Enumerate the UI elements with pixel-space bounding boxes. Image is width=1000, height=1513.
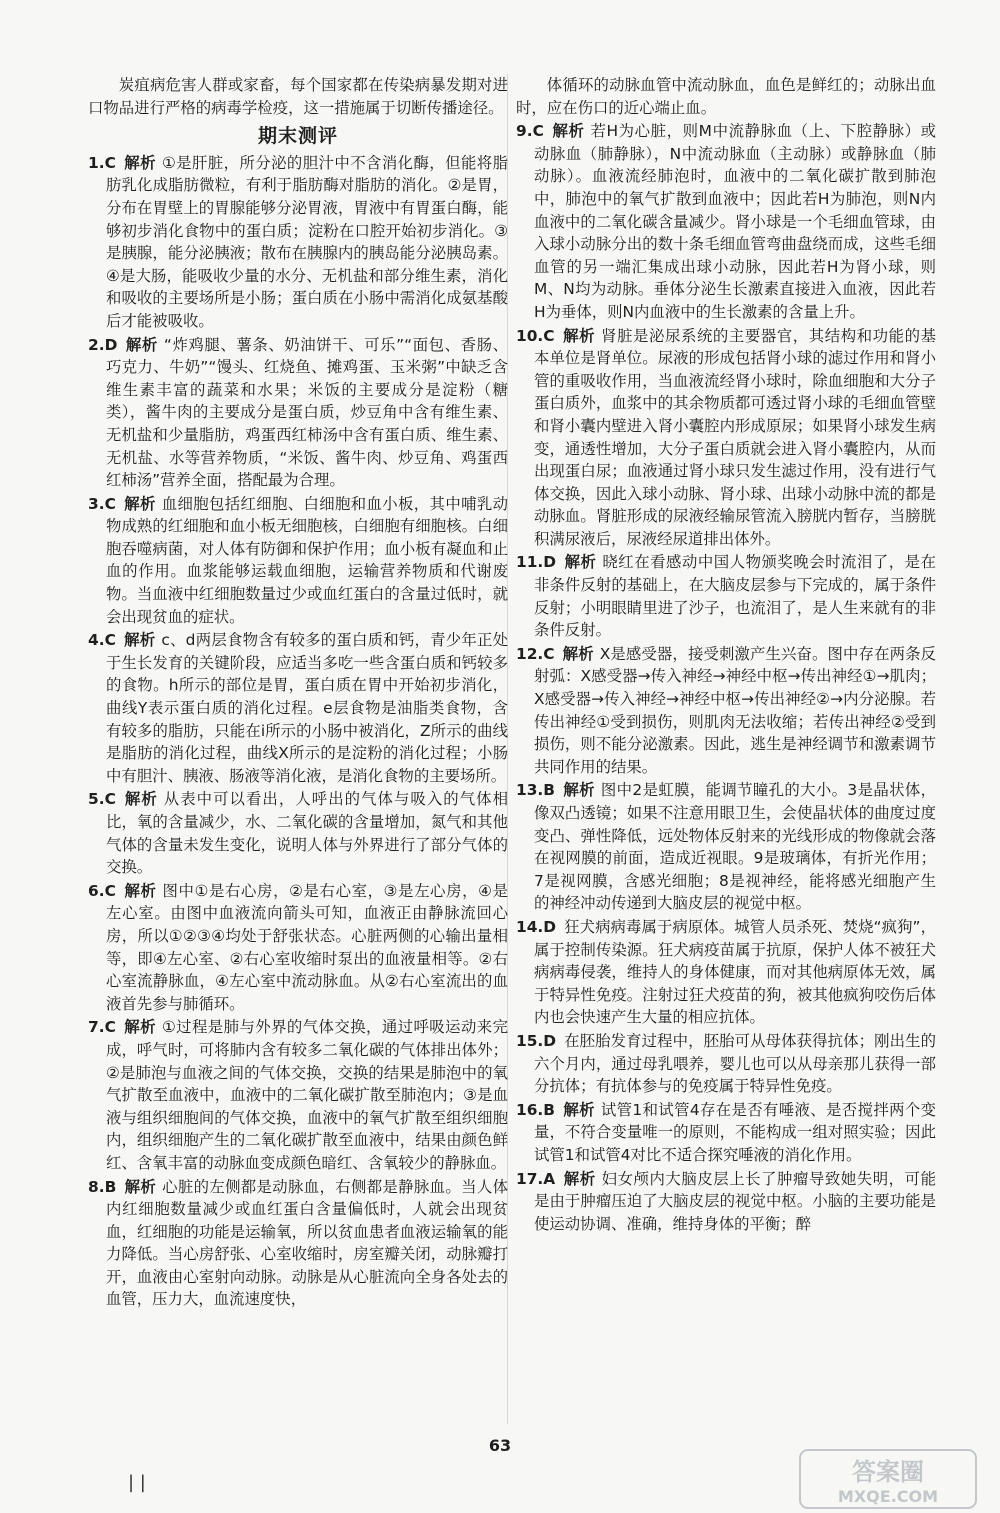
left-column [88, 74, 508, 1312]
answer-choice: C [543, 644, 555, 663]
answer-choice: B [543, 781, 555, 800]
analysis-label: 解析 [564, 553, 597, 572]
analysis-label: 解析 [125, 335, 158, 354]
answer-item [88, 788, 508, 878]
analysis-label: 解析 [123, 153, 156, 172]
page-number: 63 [488, 1436, 512, 1455]
analysis-label: 解析 [562, 644, 594, 663]
analysis-text: 妇女颅内大脑皮层上长了肿瘤导致她失明，可能是由于肿瘤压迫了大脑皮层的视觉中枢。小脑的主要功能是使运动协调、准确，维持身体的平衡；醉 [534, 1169, 936, 1233]
answer-choice: A [543, 1169, 556, 1188]
analysis-text: 肾脏是泌尿系统的主要器官，其结构和功能的基本单位是肾单位。尿液的形成包括肾小球的滤过作用和肾小管的重吸收作用，当血液流经肾小球时，除血细胞和大分子蛋白质外，血浆中的其余物质都可透过肾小球的毛细血管壁和肾小囊内壁进入肾小囊腔内形成原尿；如果肾小球发生病变，通透性增加，大分子蛋白质就会进入肾小囊腔内，从而出现蛋白尿；血液通过肾小球只发生滤过作用，没有进行气体交换，因此入球小动脉、肾小球、出球小动脉中流的都是动脉血。肾脏形成的尿液经输尿管流入膀胱内暂存，当膀胱积满尿液后，尿液经尿道排出体外。 [534, 326, 936, 548]
answer-item [88, 1016, 508, 1174]
question-number: 10. [516, 326, 544, 345]
analysis-label: 解析 [563, 1100, 595, 1119]
question-number: 2. [88, 335, 105, 354]
question-number: 6. [88, 881, 105, 900]
answer-item [516, 916, 936, 1029]
answer-item [88, 334, 508, 492]
footer-mark: | | [128, 1472, 146, 1493]
answer-item [516, 779, 936, 915]
question-number: 12. [516, 644, 544, 663]
analysis-label: 解析 [123, 494, 156, 513]
analysis-text: 试管1和试管4存在是否有唾液、是否搅拌两个变量，不符合变量唯一的原则，不能构成一组对照实验；因此试管1和试管4对比不适合探究唾液的消化作用。 [534, 1100, 936, 1164]
question-number: 14. [516, 917, 544, 936]
answer-item [516, 1030, 936, 1098]
answer-item [516, 1099, 936, 1167]
answer-item [88, 493, 508, 629]
answer-choice: B [104, 1177, 117, 1196]
continuation-paragraph: 体循环的动脉血管中流动脉血，血色是鲜红的；动脉出血时，应在伤口的近心端止血。 [516, 76, 936, 117]
analysis-label: 解析 [124, 1177, 157, 1196]
analysis-label: 解析 [123, 631, 156, 650]
analysis-text: c、d两层食物含有较多的蛋白质和钙，青少年正处于生长发育的关键阶段，应适当多吃一些含蛋白质和钙较多的食物。h所示的部位是胃，蛋白质在胃中开始初步消化，曲线Y表示蛋白质的消化过程。e层食物是油脂类食物，含有较多的脂肪，只能在i所示的小肠中被消化，Z所示的曲线是脂肪的消化过程，曲线X所示的是淀粉的消化过程；小肠中有胆汁、胰液、肠液等消化液，是消化食物的主要场所。 [106, 631, 508, 785]
analysis-text: 血细胞包括红细胞、白细胞和血小板，其中哺乳动物成熟的红细胞和血小板无细胞核，白细胞有细胞核。白细胞吞噬病菌，对人体有防御和保护作用；血小板有凝血和止血的作用。血浆能够运载血细胞，运输营养物质和代谢废物。当血液中红细胞数量过少或血红蛋白的含量过低时，就会出现贫血的症状。 [106, 494, 508, 626]
analysis-text: “炸鸡腿、薯条、奶油饼干、可乐”“面包、香肠、巧克力、牛奶”“馒头、红烧鱼、摊鸡蛋、玉米粥”中缺乏含维生素丰富的蔬菜和水果；米饭的主要成分是淀粉（糖类），酱牛肉的主要成分是蛋白质，炒豆角中含有维生素、无机盐和少量脂肪，鸡蛋西红柿汤中含有蛋白质、维生素、无机盐、水等营养物质，“米饭、酱牛肉、炒豆角、鸡蛋西红柿汤”营养全面，搭配最为合理。 [106, 335, 508, 490]
analysis-label: 解析 [563, 1169, 596, 1188]
analysis-text: 晓红在看感动中国人物颁奖晚会时流泪了，是在非条件反射的基础上，在大脑皮层参与下完成的，属于条件反射；小明眼睛里进了沙子，也流泪了，是人生来就有的非条件反射。 [534, 553, 936, 640]
analysis-label: 解析 [551, 122, 585, 141]
analysis-label: 解析 [562, 326, 596, 345]
answer-item [516, 1168, 936, 1236]
analysis-text: 心脏的左侧都是动脉血，右侧都是静脉血。当人体内红细胞数量减少或血红蛋白含量偏低时，人就会出现贫血，红细胞的功能是运输氧，所以贫血患者血液运输氧的能力降低。当心房舒张、心室收缩时，房室瓣关闭，动脉瓣打开，血液由心室射向动脉。动脉是从心脏流向全身各处去的血管，压力大，血流速度快， [106, 1177, 508, 1309]
analysis-text: 狂犬病病毒属于病原体。城管人员杀死、焚烧“疯狗”，属于控制传染源。狂犬病疫苗属于抗原，保护人体不被狂犬病病毒侵袭，维持人的身体健康，而对其他病原体无效，属于特异性免疫。注射过狂犬疫苗的狗，被其他疯狗咬伤后体内也会快速产生大量的相应抗体。 [534, 917, 936, 1027]
question-number: 9. [516, 122, 533, 141]
answer-choice: C [104, 494, 116, 513]
watermark-text-bottom: MXQE.COM [837, 1487, 939, 1506]
intro-paragraph: 炭疽病危害人群或家畜，每个国家都在传染病暴发期对进口物品进行严格的病毒学检疫，这一措施属于切断传播途径。 [88, 76, 508, 117]
answer-item [516, 120, 936, 323]
answer-choice: C [104, 790, 116, 809]
question-number: 8. [88, 1177, 105, 1196]
answer-choice: D [543, 1031, 557, 1050]
section-title: 期末测评 [257, 125, 338, 148]
watermark-logo [798, 1448, 978, 1510]
right-column [516, 74, 936, 1236]
question-number: 13. [516, 781, 544, 800]
answer-item [88, 629, 508, 787]
analysis-label: 解析 [563, 781, 595, 800]
analysis-label: 解析 [123, 1018, 156, 1037]
analysis-text: ①是肝脏，所分泌的胆汁中不含消化酶，但能将脂肪乳化成脂肪微粒，有利于脂肪酶对脂肪的消化。②是胃，分布在胃壁上的胃腺能够分泌胃液，胃液中有胃蛋白酶，能够初步消化食物中的蛋白质；淀粉在口腔开始初步消化。③是胰腺，能分泌胰液；散布在胰腺内的胰岛能分泌胰岛素。④是大肠，能吸收少量的水分、无机盐和部分维生素，消化和吸收的主要场所是小肠；蛋白质在小肠中需消化成氨基酸后才能被吸收。 [106, 153, 508, 330]
analysis-text: 图中①是右心房，②是右心室，③是左心房，④是左心室。由图中血液流向箭头可知，血液正由静脉流回心房，所以①②③④均处于舒张状态。心脏两侧的心输出量相等，即④左心室、②右心室收缩时泵出的血液量相等。②右心室流静脉血，④左心室中流动脉血。从②右心室流出的血液首先参与肺循环。 [106, 881, 508, 1013]
analysis-text: 在胚胎发育过程中，胚胎可从母体获得抗体；刚出生的六个月内，通过母乳喂养，婴儿也可以从母亲那儿获得一部分抗体；有抗体参与的免疫属于特异性免疫。 [534, 1031, 936, 1096]
answer-choice: C [104, 153, 116, 172]
answer-item [516, 325, 936, 551]
left-answer-list [88, 152, 508, 1311]
question-number: 4. [88, 631, 105, 650]
answer-item [88, 152, 508, 333]
question-number: 3. [88, 494, 105, 513]
analysis-text: 图中2是虹膜，能调节瞳孔的大小。3是晶状体，像双凸透镜；如果不注意用眼卫生，会使晶状体的曲度过度变凸、弹性降低，远处物体反射来的光线形成的物像就会落在视网膜的前面，造成近视眼。9是玻璃体，有折光作用；7是视网膜，含感光细胞；8是视神经，能将感光细胞产生的神经冲动传递到大脑皮层的视觉中枢。 [534, 781, 936, 913]
answer-choice: C [104, 631, 116, 650]
question-number: 5. [88, 790, 105, 809]
watermark-text-top: 答案圈 [852, 1458, 924, 1486]
answer-choice: D [543, 917, 557, 936]
answer-item [88, 1176, 508, 1312]
answer-item [88, 880, 508, 1016]
analysis-label: 解析 [123, 790, 158, 809]
answer-choice: D [104, 335, 118, 354]
question-number: 16. [516, 1100, 544, 1119]
analysis-label: 解析 [123, 881, 157, 900]
answer-choice: C [104, 881, 116, 900]
analysis-text: ①过程是肺与外界的气体交换，通过呼吸运动来完成，呼气时，可将肺内含有较多二氧化碳的气体排出体外；②是肺泡与血液之间的气体交换，交换的结果是肺泡中的氧气扩散至血液中，血液中的二氧化碳扩散至肺泡内；③是血液与组织细胞间的气体交换，血液中的氧气扩散至组织细胞内，组织细胞产生的二氧化碳扩散至血液中，结果由颜色鲜红、含氧丰富的动脉血变成颜色暗红、含氧较少的静脉血。 [106, 1018, 508, 1172]
answer-choice: C [104, 1018, 116, 1037]
analysis-text: 从表中可以看出，人呼出的气体与吸入的气体相比，氧的含量减少，水、二氧化碳的含量增加，氮气和其他气体的含量未发生变化，说明人体与外界进行了部分气体的交换。 [106, 790, 508, 877]
question-number: 1. [88, 153, 105, 172]
question-number: 15. [516, 1031, 544, 1050]
question-number: 11. [516, 553, 544, 572]
right-answer-list [516, 120, 936, 1235]
answer-choice: C [532, 122, 544, 141]
analysis-text: X是感受器，接受刺激产生兴奋。图中存在两条反射弧：X感受器→传入神经→神经中枢→传出神经①→肌肉；X感受器→传入神经→神经中枢→传出神经②→内分泌腺。若传出神经①受到损伤，则肌肉无法收缩；若传出神经②受到损伤，则不能分泌激素。因此，逃生是神经调节和激素调节共同作用的结果。 [534, 644, 936, 776]
answer-choice: B [543, 1100, 555, 1119]
answer-choice: D [543, 553, 557, 572]
question-number: 17. [516, 1169, 544, 1188]
question-number: 7. [88, 1018, 105, 1037]
answer-item [516, 551, 936, 641]
analysis-text: 若H为心脏，则M中流静脉血（上、下腔静脉）或动脉血（肺静脉），N中流动脉血（主动脉）或静脉血（肺动脉）。血液流经肺泡时，血液中的二氧化碳扩散到肺泡中，肺泡中的氧气扩散到血液中；因此若H为肺泡，则N内血液中的二氧化碳含量减少。肾小球是一个毛细血管球，由入球小动脉分出的数十条毛细血管弯曲盘绕而成，这些毛细血管的另一端汇集成出球小动脉，因此若H为肾小球，则M、N均为动脉。垂体分泌生长激素直接进入血液，因此若H为垂体，则N内血液中的生长激素的含量上升。 [534, 122, 936, 321]
answer-item [516, 643, 936, 779]
answer-choice: C [543, 326, 555, 345]
